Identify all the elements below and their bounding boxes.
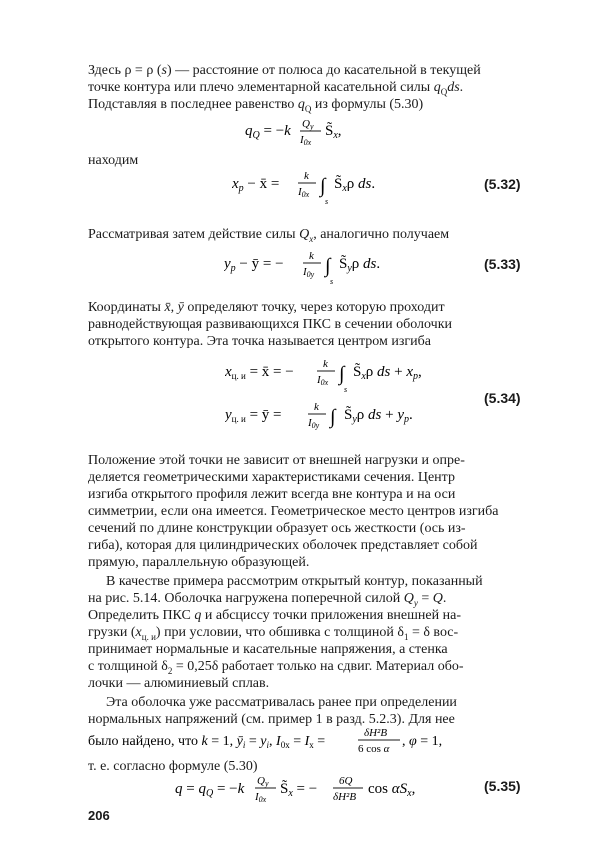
svg-text:S̃xρ ds + xp,: $S̃_x\rho$ ds + $x_p$, [353, 364, 422, 382]
svg-text:cos αSx,: $\cos \alpha S_x$, [368, 781, 416, 799]
svg-text:6 cos α: 6 cos α [358, 743, 390, 755]
equation-number-5-32: (5.32) [484, 176, 521, 192]
para5-line2: на рис. 5.14. Оболочка нагружена поперечной силой $Q_y = Q$. [88, 591, 447, 608]
svg-text:xц. и = x̄ = −: $x_{ц. и}$ = x̄ = − [225, 364, 294, 381]
para4-line4: симметрии, если она имеется. Геометрическое место центров изгиба [88, 504, 499, 519]
svg-text:6Q: 6Q [339, 775, 353, 787]
svg-text:I0y: I0y [308, 417, 320, 430]
equation-5-32 [232, 164, 432, 208]
equation-number-5-35: (5.35) [484, 778, 521, 794]
para5-line5: принимает нормальные и касательные напряжения, а стенка [88, 642, 448, 657]
svg-text:S̃yρ ds + yp.: $S̃_y\rho$ ds + $y_p$. [344, 407, 413, 425]
svg-text:Qy: Qy [257, 775, 269, 788]
svg-text:s: s [344, 385, 348, 394]
equation-number-5-34: (5.34) [484, 390, 521, 406]
svg-text:I0x: I0x [255, 791, 267, 804]
svg-text:s: s [325, 197, 329, 206]
equation-5-34a [225, 352, 475, 396]
para6-line1: Эта оболочка уже рассматривалась ранее при определении [106, 695, 457, 710]
para4-line5: сечений по длине конструкции образует ось жесткости (ось из- [88, 521, 466, 536]
para2: Рассматривая затем действие силы $Q_x$, аналогично получаем [88, 227, 450, 244]
ie-line: т. е. согласно формуле (5.30) [88, 759, 258, 774]
para5-line7: лочки — алюминиевый сплав. [88, 676, 270, 691]
found-line [88, 722, 528, 758]
svg-text:∫: ∫ [320, 175, 326, 197]
svg-text:k: k [314, 401, 319, 413]
svg-text:∫: ∫ [330, 406, 336, 428]
svg-text:k: k [304, 170, 309, 182]
para1-line1: Здесь ρ = ρ (s) — расстояние от полюса до касательной в текущей [88, 63, 481, 78]
svg-text:Qy: Qy [302, 118, 314, 131]
para4-line3: изгиба открытого профиля лежит всегда вне контура и на оси [88, 487, 456, 502]
svg-text:∫: ∫ [339, 363, 345, 385]
svg-text:k: k [309, 250, 314, 262]
svg-text:I0x: I0x [298, 186, 310, 199]
svg-text:δH²B: δH²B [333, 791, 357, 803]
svg-text:I0x: I0x [300, 134, 312, 147]
para1-line2: точке контура или плечо элементарной касательной силы $q_Qds$. [88, 80, 464, 97]
para3-line3: открытого контура. Эта точка называется центром изгиба [88, 334, 431, 349]
svg-text:I0y: I0y [303, 266, 315, 279]
svg-text:S̃xρ ds.: $S̃_x\rho$ ds. [334, 176, 376, 194]
svg-text:S̃x,: $S̃_x$, [325, 123, 342, 141]
equation-5-33 [224, 244, 434, 288]
svg-text:s: s [330, 277, 334, 286]
para5-line3: Определить ПКС q и абсциссу точки приложения внешней на- [88, 608, 461, 623]
para5-line6: с толщиной $\delta_2 = 0,25\delta$ работает только на сдвиг. Материал обо- [88, 659, 464, 676]
para3-line1: Координаты x̄, ȳ определяют точку, через которую проходит [88, 300, 445, 315]
svg-text:δH²B: δH²B [364, 727, 388, 739]
para4-line6: гиба), которая для цилиндрических оболочек представляет собой [88, 538, 478, 553]
finding-word: находим [88, 153, 139, 168]
svg-text:q = qQ = −k: $q = q_Q = -k$ [175, 781, 245, 799]
para3-line2: равнодействующая развивающихся ПКС в сечении оболочки [88, 317, 452, 332]
para6-line2: нормальных напряжений (см. пример 1 в разд. 5.2.3). Для нее [88, 712, 455, 727]
svg-text:S̃yρ ds.: $S̃_y\rho$ ds. [339, 256, 381, 274]
svg-text:, φ = 1,: , φ = 1, [402, 734, 443, 749]
para1-line3: Подставляя в последнее равенство $q_Q$ из формулы (5.30) [88, 97, 424, 114]
para4-line7: прямую, параллельную образующей. [88, 555, 310, 570]
page-number: 206 [88, 808, 110, 823]
para5-line1: В качестве примера рассмотрим открытый контур, показанный [106, 574, 483, 589]
equation-number-5-33: (5.33) [484, 256, 521, 272]
svg-text:yц. и = ȳ =: $y_{ц. и}$ = ȳ = [225, 407, 282, 424]
svg-text:было найдено, что k = 1, ȳi =: было найдено, что k = 1, $ȳ_i = y_i$, $I_{0x} = I_x$ = [88, 734, 326, 750]
para5-line4: грузки $(x_{ц. и})$ при условии, что обшивка с толщиной $\delta_1 = \delta$ вос- [88, 625, 459, 642]
svg-text:I0x: I0x [317, 374, 329, 387]
para4-line2: деляется геометрическими характеристиками сечения. Центр [88, 470, 455, 485]
svg-text:k: k [323, 358, 328, 370]
svg-text:yp − ȳ = −: $y_p$ − ȳ = − [224, 256, 284, 274]
svg-text:S̃x = −: $S̃_x$ = − [280, 781, 318, 799]
para4-line1: Положение этой точки не зависит от внешней нагрузки и опре- [88, 453, 465, 468]
equation-qq [245, 112, 385, 148]
svg-text:qQ = −k: $q_Q = -k$ [245, 123, 291, 141]
svg-text:xp − x̄ =: $x_p$ − x̄ = [232, 176, 280, 194]
equation-5-35 [175, 770, 465, 808]
equation-5-34b [225, 395, 475, 439]
svg-text:∫: ∫ [325, 255, 331, 277]
